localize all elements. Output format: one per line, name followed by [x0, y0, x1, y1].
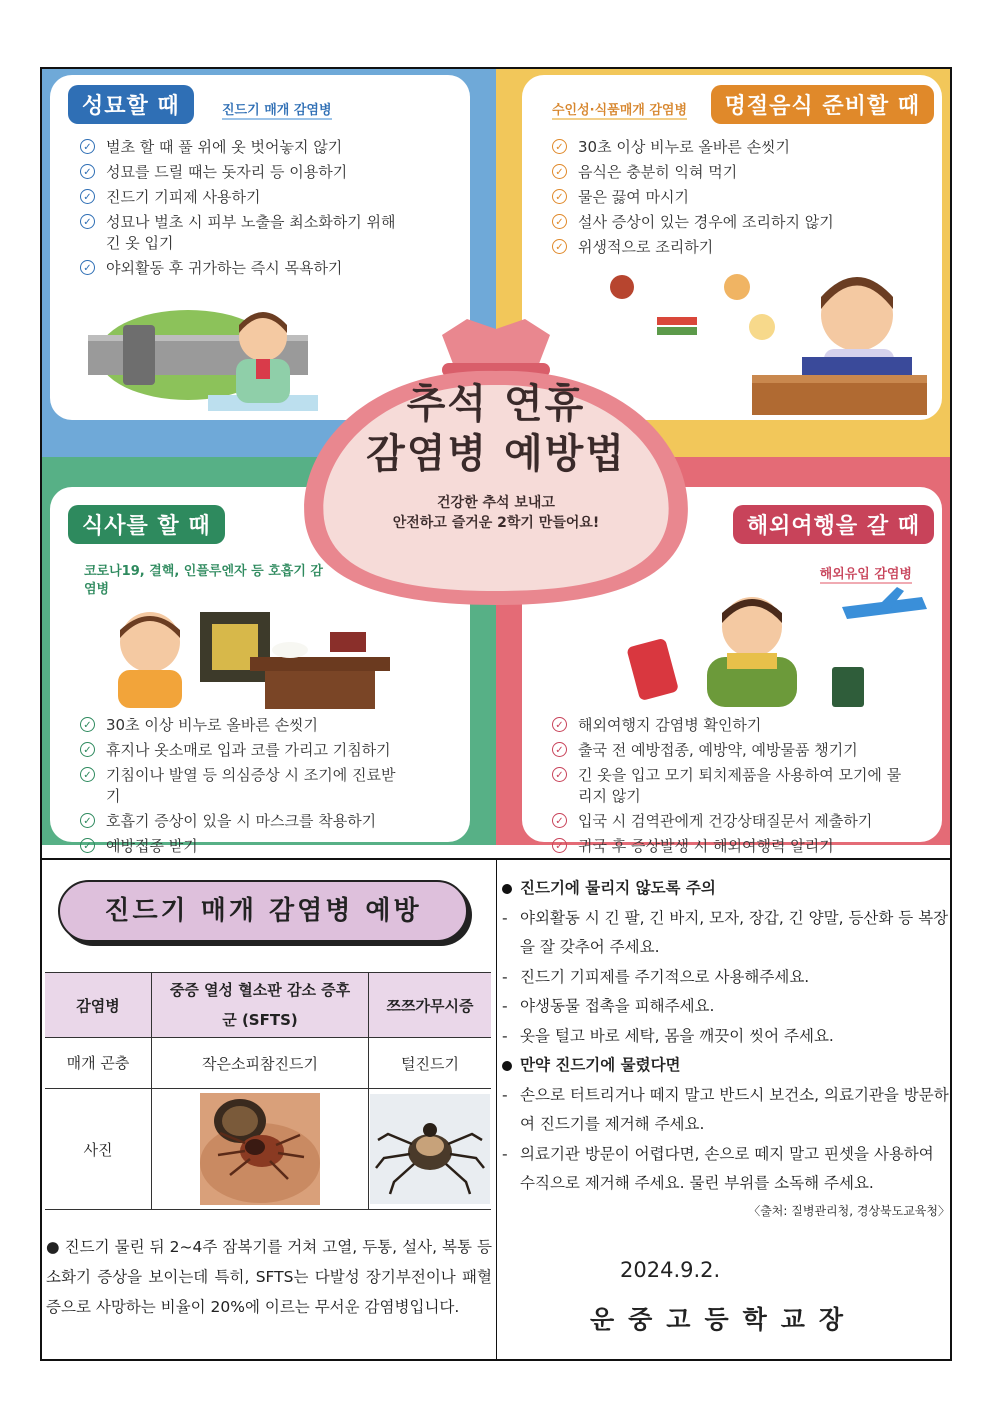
list-item: ✓ 물은 끓여 마시기 [552, 187, 932, 208]
check-icon: ✓ [80, 717, 95, 732]
prevention-poster [42, 69, 950, 855]
section-title: 해외여행을 갈 때 [733, 505, 934, 544]
list-item: ✓ 위생적으로 조리하기 [552, 237, 932, 258]
table-header: 감염병 [45, 973, 152, 1038]
notice-heading: 진드기에 물리지 않도록 주의 [500, 874, 950, 904]
table-row [45, 1089, 491, 1210]
list-item: ✓ 음식은 충분히 익혀 먹기 [552, 162, 932, 183]
table-cell: 작은소피참진드기 [152, 1038, 369, 1089]
checklist [552, 137, 932, 262]
table-cell [369, 1089, 492, 1210]
table-cell: 매개 곤충 [45, 1038, 152, 1089]
issue-date: 2024.9.2. [620, 1258, 721, 1282]
section-title: 명절음식 준비할 때 [711, 85, 934, 124]
check-icon: ✓ [552, 164, 567, 179]
check-icon: ✓ [80, 164, 95, 179]
section-subtitle: 수인성·식품매개 감염병 [552, 99, 687, 120]
list-item: ✓ 입국 시 검역관에게 건강상태질문서 제출하기 [552, 811, 952, 832]
list-item: ✓ 휴지나 옷소매로 입과 코를 가리고 기침하기 [80, 740, 470, 761]
check-icon: ✓ [552, 189, 567, 204]
list-item: ✓ 귀국 후 증상발생 시 해외여행력 알리기 [552, 836, 952, 857]
section-subtitle: 코로나19, 결핵, 인플루엔자 등 호흡기 감염병 [84, 564, 323, 597]
tick-section-title: 진드기 매개 감염병 예방 [58, 880, 468, 942]
check-icon: ✓ [80, 838, 95, 853]
checklist [80, 715, 470, 861]
list-item: ✓ 예방접종 받기 [80, 836, 470, 857]
check-icon: ✓ [80, 189, 95, 204]
check-icon: ✓ [552, 742, 567, 757]
list-item: ✓ 기침이나 발열 등 의심증상 시 조기에 진료받기 [80, 765, 406, 807]
check-icon: ✓ [552, 139, 567, 154]
list-item: - 손으로 터트리거나 떼지 말고 반드시 보건소, 의료기관을 방문하여 진드기를 제거해 주세요. [502, 1085, 949, 1133]
grave-boy-illustration [78, 285, 328, 415]
poster-title-line2: 감염병 예방법 [366, 431, 626, 477]
check-icon: ✓ [552, 838, 567, 853]
check-icon: ✓ [552, 214, 567, 229]
list-item: - 진드기 기피제를 주기적으로 사용해주세요. [502, 967, 810, 986]
principal-signature: 운중고등학교장 [590, 1305, 858, 1334]
check-icon: ✓ [80, 260, 95, 275]
list-item: ✓ 30초 이상 비누로 올바른 손씻기 [552, 137, 932, 158]
check-icon: ✓ [552, 717, 567, 732]
section-title: 성묘할 때 [68, 85, 194, 124]
check-icon: ✓ [80, 742, 95, 757]
bullet-icon [502, 1061, 512, 1071]
table-header-row [45, 973, 491, 1038]
poster-title-line1: 추석 연휴 [406, 381, 586, 427]
disease-table [45, 972, 491, 1210]
section-subtitle: 진드기 매개 감염병 [222, 99, 332, 120]
list-item: ✓ 30초 이상 비누로 올바른 손씻기 [80, 715, 470, 736]
poster-subtitle-line2: 안전하고 즐거운 2학기 만들어요! [392, 515, 600, 531]
sfts-tick-photo [200, 1093, 320, 1205]
table-header: 중증 열성 혈소판 감소 증후군 (SFTS) [152, 973, 369, 1038]
check-icon: ✓ [552, 767, 567, 782]
source-note: 〈출처: 질병관리청, 경상북도교육청〉 [748, 1203, 950, 1218]
list-item: ✓ 해외여행지 감염병 확인하기 [552, 715, 952, 736]
list-item: - 옷을 털고 바로 세탁, 몸을 깨끗이 씻어 주세요. [502, 1026, 834, 1045]
table-cell: 사진 [45, 1089, 152, 1210]
list-item: ✓ 긴 옷을 입고 모기 퇴치제품을 사용하여 모기에 물리지 않기 [552, 765, 908, 807]
check-icon: ✓ [80, 139, 95, 154]
list-item: ✓ 성묘나 벌초 시 피부 노출을 최소화하기 위해 긴 옷 입기 [80, 212, 406, 254]
section-title: 식사를 할 때 [68, 505, 225, 544]
list-item: ✓ 벌초 할 때 풀 위에 옷 벗어놓지 않기 [80, 137, 460, 158]
check-icon: ✓ [552, 239, 567, 254]
list-item: - 야생동물 접촉을 피해주세요. [502, 997, 715, 1015]
poster-heading [292, 379, 700, 533]
check-icon: ✓ [80, 813, 95, 828]
scrub-typhus-mite-photo [370, 1094, 490, 1204]
table-cell [152, 1089, 369, 1210]
check-icon: ✓ [80, 767, 95, 782]
eating-boy-illustration [100, 602, 400, 712]
list-item: - 의료기관 방문이 어렵다면, 손으로 떼지 말고 핀셋을 사용하여 수직으로 제거해 주세요. 물린 부위를 소독해 주세요. [502, 1144, 934, 1192]
check-icon: ✓ [552, 813, 567, 828]
list-item: - 야외활동 시 긴 팔, 긴 바지, 모자, 장갑, 긴 양말, 등산화 등 복장을 잘 갖추어 주세요. [502, 908, 949, 956]
list-item: ✓ 야외활동 후 귀가하는 즉시 목욕하기 [80, 258, 460, 279]
table-row [45, 1038, 491, 1089]
tick-description: ● 진드기 물린 뒤 2~4주 잠복기를 거쳐 고열, 두통, 설사, 복통 등 소화기 증상을 보이는데 특히, SFTS는 다발성 장기부전이나 패혈증으로 사망하는 비율이 20%에 이르는 무서운 감염병입니다. [46, 1238, 492, 1316]
list-item: ✓ 출국 전 예방접종, 예방약, 예방물품 챙기기 [552, 740, 952, 761]
list-item: ✓ 설사 증상이 있는 경우에 조리하지 않기 [552, 212, 932, 233]
list-item: ✓ 성묘를 드릴 때는 돗자리 등 이용하기 [80, 162, 460, 183]
column-divider [496, 858, 497, 1361]
bullet-icon [502, 884, 512, 894]
list-item: ✓ 호흡기 증상이 있을 시 마스크를 착용하기 [80, 811, 470, 832]
notice-heading: 만약 진드기에 물렸다면 [500, 1051, 950, 1081]
tick-notice [500, 874, 950, 1223]
checklist [80, 137, 460, 283]
poster-subtitle-line1: 건강한 추석 보내고 [437, 495, 555, 511]
table-header: 쯔쯔가무시증 [369, 973, 492, 1038]
checklist [552, 715, 952, 861]
list-item: ✓ 진드기 기피제 사용하기 [80, 187, 460, 208]
table-cell: 털진드기 [369, 1038, 492, 1089]
section-subtitle: 해외유입 감염병 [820, 563, 912, 584]
check-icon: ✓ [80, 214, 95, 229]
